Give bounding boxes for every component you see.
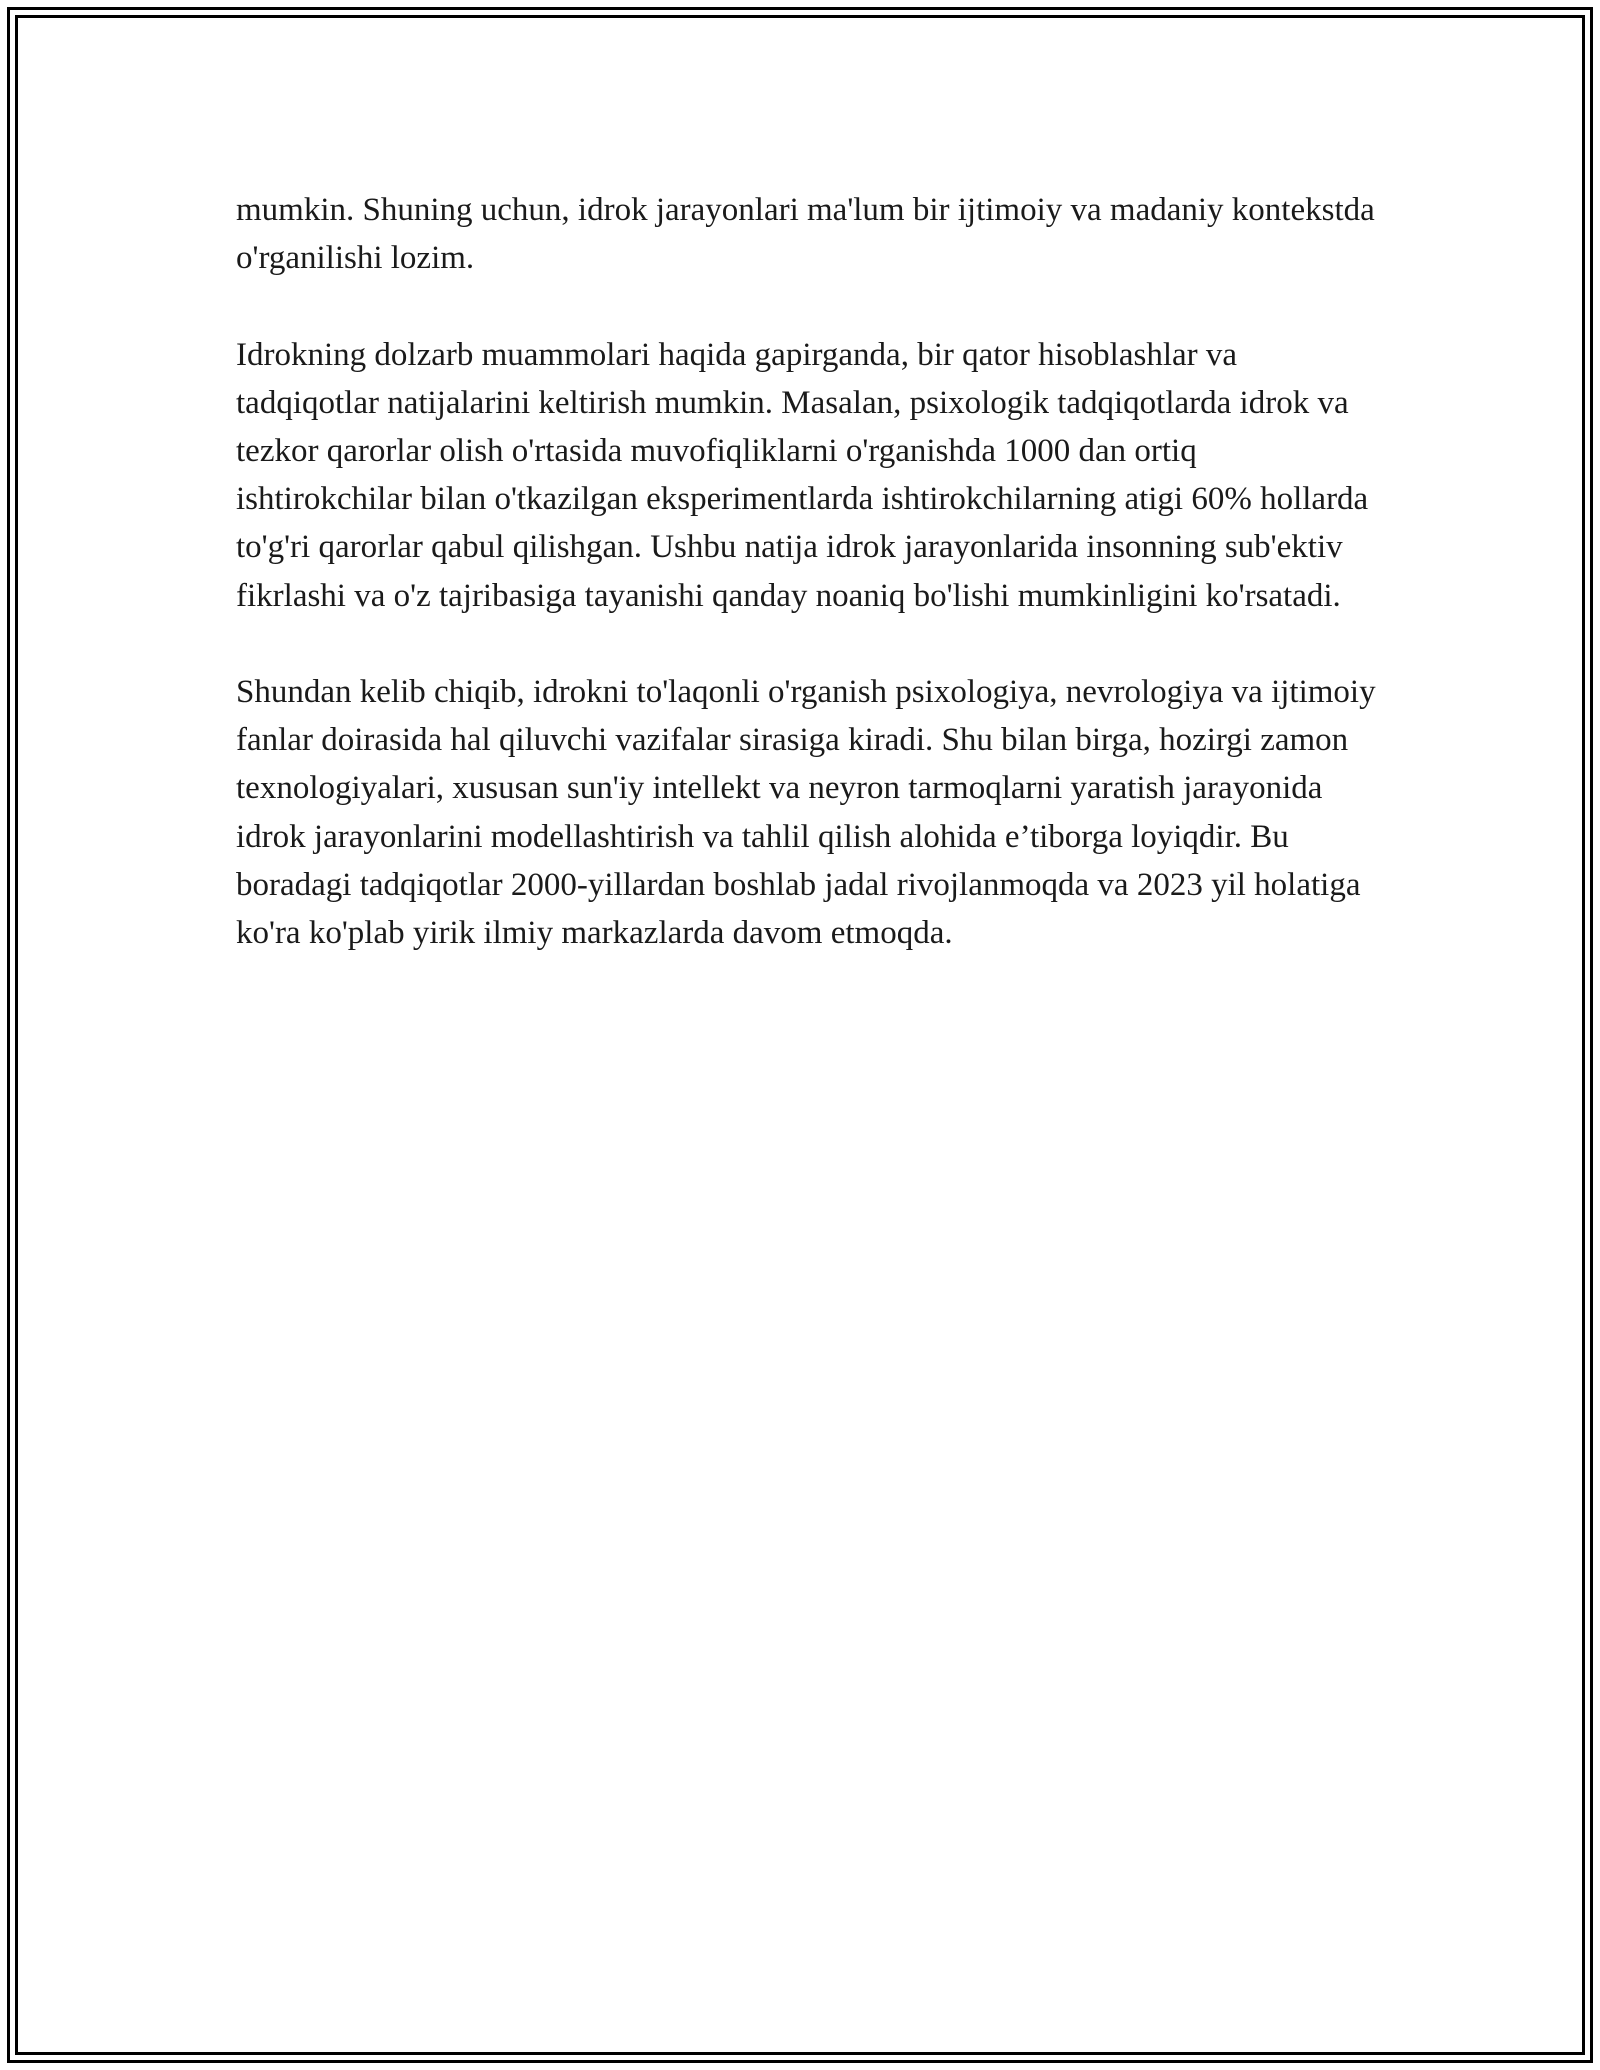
paragraph-1: mumkin. Shuning uchun, idrok jarayonlari ma'lum bir ijtimoiy va madaniy kontekstda o'rganilishi lozim. — [236, 192, 1375, 277]
paragraph-3: Shundan kelib chiqib, idrokni to'laqonli o'rganish psixologiya, nevrologiya va ijtimoiy fanlar doirasida hal qiluvchi vazifalar sirasiga kiradi. Shu bilan birga, hozirgi zamon texnologiyalari, xususan sun'iy intellekt va neyron tarmoqlarni yaratish jarayonida idrok jarayonlarini modellashtirish va tahlil qilish alohida e’tiborga loyiqdir. Bu boradagi tadqiqotlar 2000-yillardan boshlab jadal rivojlanmoqda va 2023 yil holatiga ko'ra ko'plab yirik ilmiy markazlarda davom etmoqda. — [236, 674, 1376, 952]
document-body — [236, 186, 1376, 1005]
paragraph-2: Idrokning dolzarb muammolari haqida gapirganda, bir qator hisoblashlar va tadqiqotlar natijalarini keltirish mumkin. Masalan, psixologik tadqiqotlarda idrok va tezkor qarorlar olish o'rtasida muvofiqliklarni o'rganishda 1000 dan ortiq ishtirokchilar bilan o'tkazilgan eksperimentlarda ishtirokchilarning atigi 60% hollarda to'g'ri qarorlar qabul qilishgan. Ushbu natija idrok jarayonlarida insonning sub'ektiv fikrlashi va o'z tajribasiga tayanishi qanday noaniq bo'lishi mumkinligini ko'rsatadi. — [236, 336, 1369, 614]
